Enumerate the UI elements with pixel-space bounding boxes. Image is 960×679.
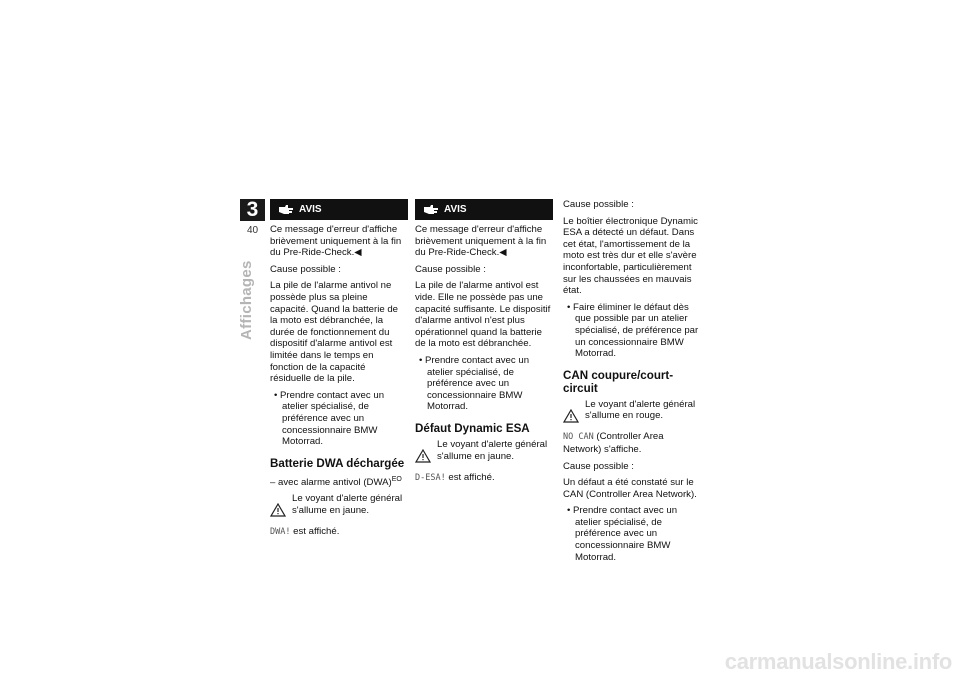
column-1 (270, 199, 408, 544)
section-heading: Batterie DWA déchargée (270, 456, 405, 470)
display-line (415, 472, 553, 485)
page-number: 40 (246, 225, 259, 236)
display-code: DWA! (270, 527, 291, 538)
notice-label: AVIS (444, 203, 467, 215)
bullet-item: • Prendre contact avec un atelier spécialisé, de préférence avec un concessionnaire BMW Motorrad. (419, 354, 530, 413)
bullet-text: Prendre contact avec un atelier spécialisé, de préférence avec un concessionnaire BMW Motorrad. (425, 354, 530, 413)
bullet-item: • Prendre contact avec un atelier spécialisé, de préférence avec un concessionnaire BMW Motorrad. (567, 505, 678, 563)
warning-block (415, 439, 553, 467)
cause-label: Cause possible : (415, 263, 486, 275)
bullet-item: • Prendre contact avec un atelier spécialisé, de préférence avec un concessionnaire BMW Motorrad. (274, 389, 385, 448)
warning-triangle-icon (270, 493, 292, 521)
cause-text: La pile de l'alarme antivol est vide. Elle ne possède pas une capacité suffisante. Le dispositif d'alarme antivol n'est plus opérationnel quand la batterie de la moto est débranchée. (415, 280, 551, 350)
display-code: D-ESA! (415, 472, 446, 483)
cause-text: Un défaut a été constaté sur le CAN (Controller Area Network). (563, 477, 697, 500)
notice-text: Ce message d'erreur d'affiche brièvement uniquement à la fin du Pre-Ride-Check.◀ (270, 224, 402, 259)
notice-text: Ce message d'erreur d'affiche brièvement uniquement à la fin du Pre-Ride-Check.◀ (415, 224, 547, 259)
cause-text: La pile de l'alarme antivol ne possède plus sa pleine capacité. Quand la batterie de la moto est débranchée, la durée de fonctionnement du dispositif d'alarme antivol est limitée dans le temps en fonction de la capacité résiduelle de la pile. (270, 280, 399, 385)
watermark: carmanualsonline.info (724, 649, 952, 674)
cause-label: Cause possible : (563, 199, 634, 210)
bullet-item: • Faire éliminer le défaut dès que possible par un atelier spécialisé, de préférence par un concessionnaire BMW Motorrad. (567, 301, 699, 360)
cause-label: Cause possible : (270, 263, 341, 275)
option-text: avec alarme antivol (DWA) (278, 476, 392, 488)
bullet-text: Faire éliminer le défaut dès que possible par un atelier spécialisé, de préférence par un concessionnaire BMW Motorrad. (573, 301, 699, 360)
warning-text: Le voyant d'alerte général s'allume en rouge. (585, 398, 696, 422)
display-code: NO CAN (563, 432, 594, 443)
display-suffix: (Controller Area Network) s'affiche. (563, 431, 664, 455)
display-suffix: est affiché. (445, 471, 495, 483)
warning-text: Le voyant d'alerte général s'allume en jaune. (292, 493, 403, 517)
section-title: Affichages (238, 260, 255, 340)
warning-text: Le voyant d'alerte général s'allume en jaune. (437, 438, 548, 462)
notice-label: AVIS (299, 203, 322, 215)
cause-label: Cause possible : (563, 460, 634, 472)
warning-block (270, 493, 408, 521)
display-line (270, 526, 408, 539)
cause-text: Le boîtier électronique Dynamic ESA a détecté un défaut. Dans cet état, l'amortissement de la moto est très dur et elle s'avère inconfortable, particulièrement sur les chaussées en mauvais état. (563, 215, 698, 297)
notice-banner (415, 199, 553, 220)
column-3 (563, 199, 701, 571)
section-heading: CAN coupure/court-circuit (563, 368, 674, 395)
warning-triangle-icon (415, 439, 437, 467)
section-heading: Défaut Dynamic ESA (415, 421, 530, 435)
bullet-text: Prendre contact avec un atelier spécialisé, de préférence avec un concessionnaire BMW Motorrad. (280, 389, 385, 448)
notice-banner (270, 199, 408, 220)
chapter-number: 3 (240, 199, 265, 221)
option-line: – avec alarme antivol (DWA)$^{EO}$ (270, 475, 402, 488)
warning-triangle-icon (563, 399, 585, 427)
bullet-text: Prendre contact avec un atelier spécialisé, de préférence avec un concessionnaire BMW Motorrad. (573, 505, 678, 563)
display-suffix: est affiché. (290, 526, 340, 538)
display-line (563, 431, 701, 455)
hand-pointer-icon (423, 205, 439, 215)
hand-pointer-icon (278, 205, 294, 215)
option-sup: EO (391, 475, 402, 483)
column-2 (415, 199, 553, 489)
warning-block (563, 399, 701, 427)
